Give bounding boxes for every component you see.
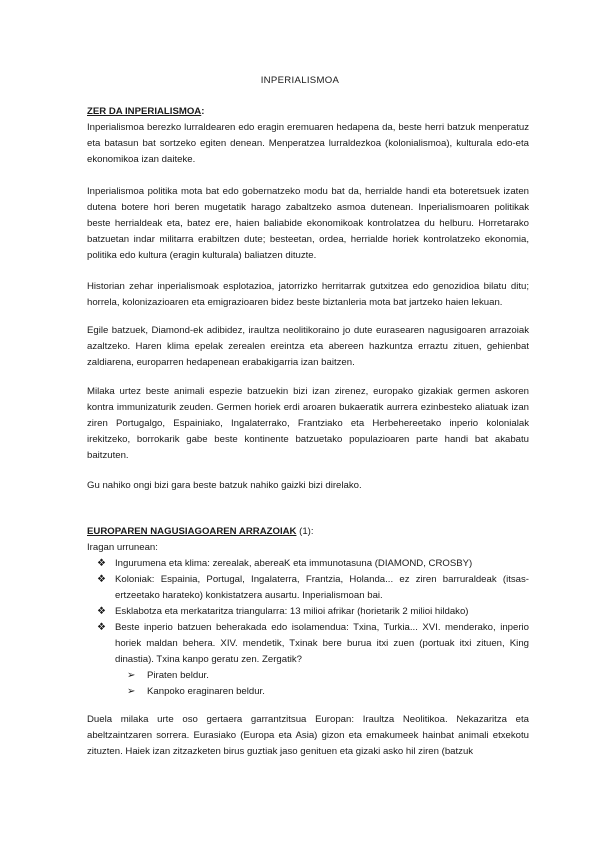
document-title: INPERIALISMOA [260,75,340,86]
paragraph: Gu nahiko ongi bizi gara beste batzuk nahiko gaizki bizi direlako. [87,480,362,491]
section-heading: ZER DA INPERIALISMOA: [87,106,205,117]
paragraph: Duela milaka urte oso gertaera garrantzitsua Europan: Iraultza Neolitikoa. Nekazaritza eta abeltzaintzaren sorrera. Eurasiako (Europa eta Asia) gizon eta emakumeek hainbat animali etxekotu zituzten. Haiek izan zitzazketen birus guztiak jaso genituen eta gizaki asko hil ziren (batzuk [87,714,529,757]
list-item: ❖ Beste inperio batzuen beherakada edo isolamendua: Txina, Turkia... XVI. menderako, inperio horiek maldan behera. XIV. mendetik, Txinak bere burua itxi zuen (portuak itxi zituen, King dinastia). Txina kanpo geratu zen. Zergatik? [97,622,529,665]
sub-bullet-list [87,668,529,700]
list-item: ❖ Ingurumena eta klima: zerealak, abereaK eta immunotasuna (DIAMOND, CROSBY) [87,556,529,572]
diamond-bullet-icon: ❖ [97,606,106,617]
paragraph: Egile batzuek, Diamond-ek adibidez, iraultza neolitikoraino jo dute eurasearen nagusigoaren arrazoiak azaltzeko. Haren klima epelak zerealen ereintza eta abereen hazkuntza erraztu zituen, gehienbat zaldiarena, europarren hedapenean erabakigarria izan baitzen. [87,325,529,368]
list-item: ❖ Esklabotza eta merkataritza triangularra: 13 milioi afrikar (horietarik 2 milioi hildako) [87,604,529,620]
section-european-dominance-reasons [87,524,529,700]
bullet-list [87,556,529,668]
section-heading: EUROPAREN NAGUSIAGOAREN ARRAZOIAK (1): [87,526,314,537]
list-item: ❖ Koloniak: Espainia, Portugal, Ingalaterra, Frantzia, Holanda... ez ziren barruraldeak (itsas-ertzeetako harateko) konkistatzera ausartu. Inperialismoan bai. [97,574,529,601]
section-what-is-imperialism [87,104,529,168]
paragraph: Inperialismoa berezko lurraldearen edo eragin eremuaren hedapena da, beste herri batzuk menperatuz eta batasun bat sortzeko egiten denean. Menperatzea lurraldezkoa (kolonialismoa), kulturala edo-eta ekonomikoa izan daiteke. [87,122,529,165]
paragraph: Inperialismoa politika mota bat edo gobernatzeko modu bat da, herrialde handi eta boteretsuek izaten dutena botere hori beren mugetatik harago zabaltzeko asmoa dutenean. Inperialismoaren politikak beste herrialdeak eta, batez ere, haien baliabide ekonomikoak kontrolatzea du helburu. Horretarako batzuetan indar militarra erabiltzen dute; besteetan, ordea, herrialde horiek kontrolatzeko ekonomia, politika edo kultura (eragin kulturala) baliatzen dituzte. [87,186,529,261]
list-item: ➢ Piraten beldur. [87,668,529,684]
diamond-bullet-icon: ❖ [97,558,106,569]
diamond-bullet-icon: ❖ [97,574,106,585]
arrow-bullet-icon: ➢ [127,686,136,697]
intro-line: Iragan urrunean: [87,542,158,553]
list-item: ➢ Kanpoko eraginaren beldur. [87,684,529,700]
arrow-bullet-icon: ➢ [127,670,136,681]
diamond-bullet-icon: ❖ [97,622,106,633]
paragraph: Milaka urtez beste animali espezie batzuekin bizi izan zirenez, europako gizakiak germen askoren kontra immunizaturik zeuden. Germen horiek erdi aroaren bukaeratik aurrera ezinbesteko aliatuak izan ziren Portugalgo, Espainiako, Ingalaterrako, Frantziako eta Herbehereetako inperio kolonialak irekitzeko, borrokarik gabe beste kontinente batzuetako populazioaren parte handi bat akabatu baitzuten. [87,386,529,461]
paragraph: Historian zehar inperialismoak esplotazioa, jatorrizko herritarrak gutxitzea edo genozidioa bilatu ditu; horrela, kolonizazioaren eta emigrazioaren bidez beste biztanleria mota bat jartzeko haien lekuan. [87,281,529,308]
